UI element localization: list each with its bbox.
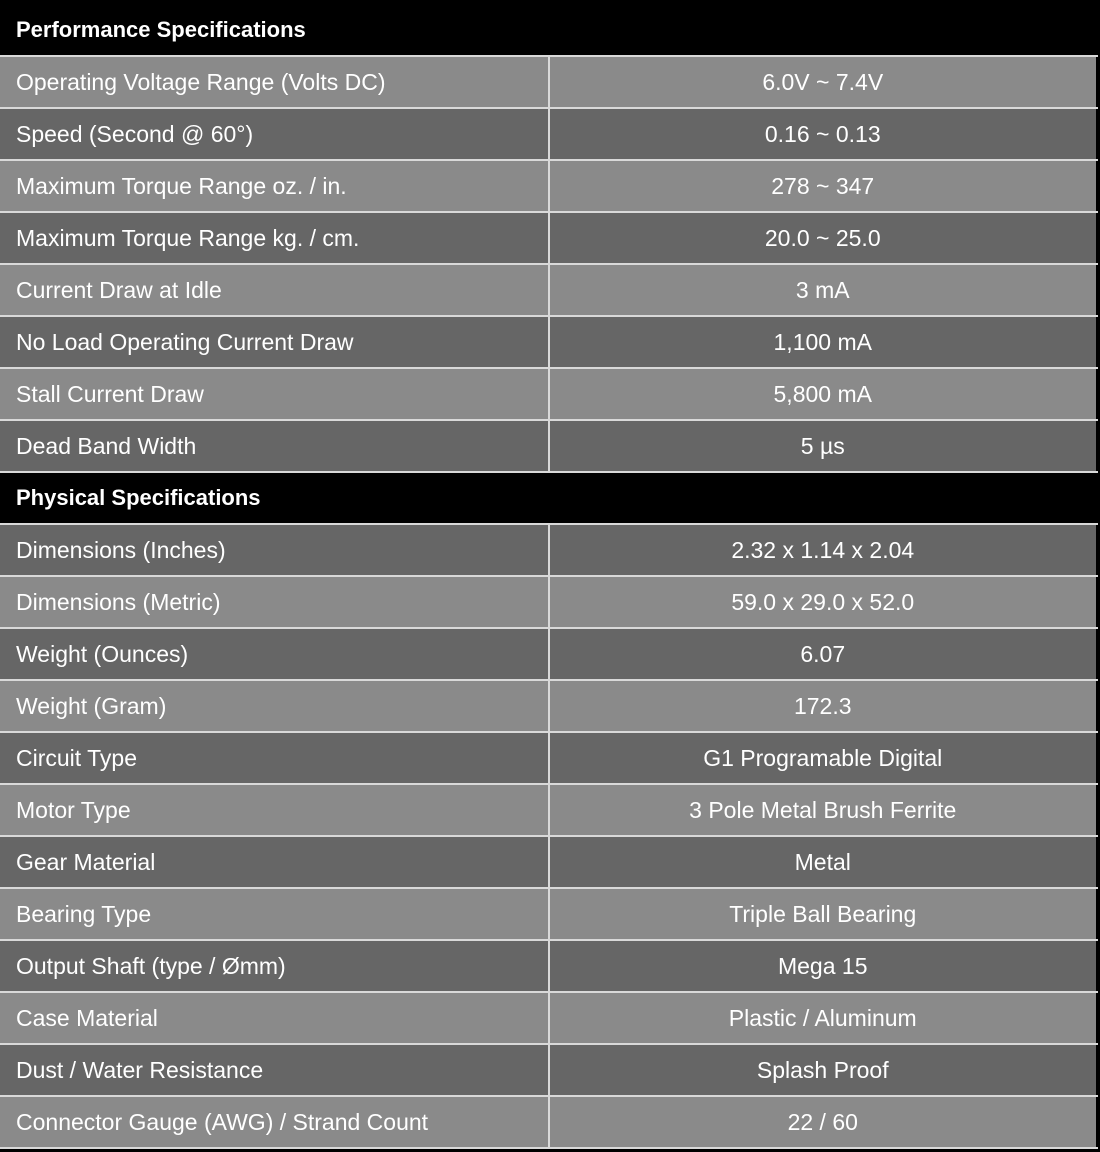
spec-value: G1 Programable Digital	[549, 732, 1098, 784]
table-row	[0, 1044, 1097, 1096]
spec-label: Maximum Torque Range oz. / in.	[0, 160, 549, 212]
table-row	[0, 576, 1097, 628]
table-row	[0, 1096, 1097, 1148]
spec-value: 3 mA	[549, 264, 1098, 316]
spec-value: Triple Ball Bearing	[549, 888, 1098, 940]
section-header-performance	[0, 4, 1097, 56]
spec-value: 5,800 mA	[549, 368, 1098, 420]
table-row	[0, 420, 1097, 472]
table-row	[0, 56, 1097, 108]
spec-value: 172.3	[549, 680, 1098, 732]
spec-label: Speed (Second @ 60°)	[0, 108, 549, 160]
spec-label: Bearing Type	[0, 888, 549, 940]
table-row	[0, 888, 1097, 940]
spec-label: Case Material	[0, 992, 549, 1044]
table-row	[0, 212, 1097, 264]
spec-value: 6.07	[549, 628, 1098, 680]
table-row	[0, 680, 1097, 732]
spec-label: Output Shaft (type / Ømm)	[0, 940, 549, 992]
spec-value: 2.32 x 1.14 x 2.04	[549, 524, 1098, 576]
table-row	[0, 940, 1097, 992]
spec-value: 1,100 mA	[549, 316, 1098, 368]
spec-value: Plastic / Aluminum	[549, 992, 1098, 1044]
spec-value: 20.0 ~ 25.0	[549, 212, 1098, 264]
spec-value: 3 Pole Metal Brush Ferrite	[549, 784, 1098, 836]
table-row	[0, 264, 1097, 316]
spec-value: 22 / 60	[549, 1096, 1098, 1148]
spec-label: Operating Voltage Range (Volts DC)	[0, 56, 549, 108]
table-row	[0, 628, 1097, 680]
table-row	[0, 836, 1097, 888]
spec-label: Weight (Ounces)	[0, 628, 549, 680]
spec-table	[0, 4, 1098, 1149]
spec-value: Metal	[549, 836, 1098, 888]
table-row	[0, 524, 1097, 576]
spec-label: Dead Band Width	[0, 420, 549, 472]
spec-value: 278 ~ 347	[549, 160, 1098, 212]
spec-label: Maximum Torque Range kg. / cm.	[0, 212, 549, 264]
table-row	[0, 784, 1097, 836]
spec-value: 6.0V ~ 7.4V	[549, 56, 1098, 108]
spec-value: 0.16 ~ 0.13	[549, 108, 1098, 160]
spec-label: Current Draw at Idle	[0, 264, 549, 316]
spec-label: Connector Gauge (AWG) / Strand Count	[0, 1096, 549, 1148]
spec-value: Splash Proof	[549, 1044, 1098, 1096]
spec-label: Stall Current Draw	[0, 368, 549, 420]
table-row	[0, 108, 1097, 160]
spec-label: Dimensions (Inches)	[0, 524, 549, 576]
spec-value: 59.0 x 29.0 x 52.0	[549, 576, 1098, 628]
table-row	[0, 368, 1097, 420]
spec-value: Mega 15	[549, 940, 1098, 992]
spec-label: Gear Material	[0, 836, 549, 888]
spec-label: Circuit Type	[0, 732, 549, 784]
section-header-physical	[0, 472, 1097, 524]
spec-value: 5 µs	[549, 420, 1098, 472]
spec-label: Weight (Gram)	[0, 680, 549, 732]
spec-label: Dimensions (Metric)	[0, 576, 549, 628]
table-row	[0, 992, 1097, 1044]
spec-label: Motor Type	[0, 784, 549, 836]
table-row	[0, 316, 1097, 368]
table-row	[0, 732, 1097, 784]
spec-label: Dust / Water Resistance	[0, 1044, 549, 1096]
section-title: Physical Specifications	[0, 472, 1097, 524]
table-row	[0, 160, 1097, 212]
section-title: Performance Specifications	[0, 4, 1097, 56]
spec-label: No Load Operating Current Draw	[0, 316, 549, 368]
